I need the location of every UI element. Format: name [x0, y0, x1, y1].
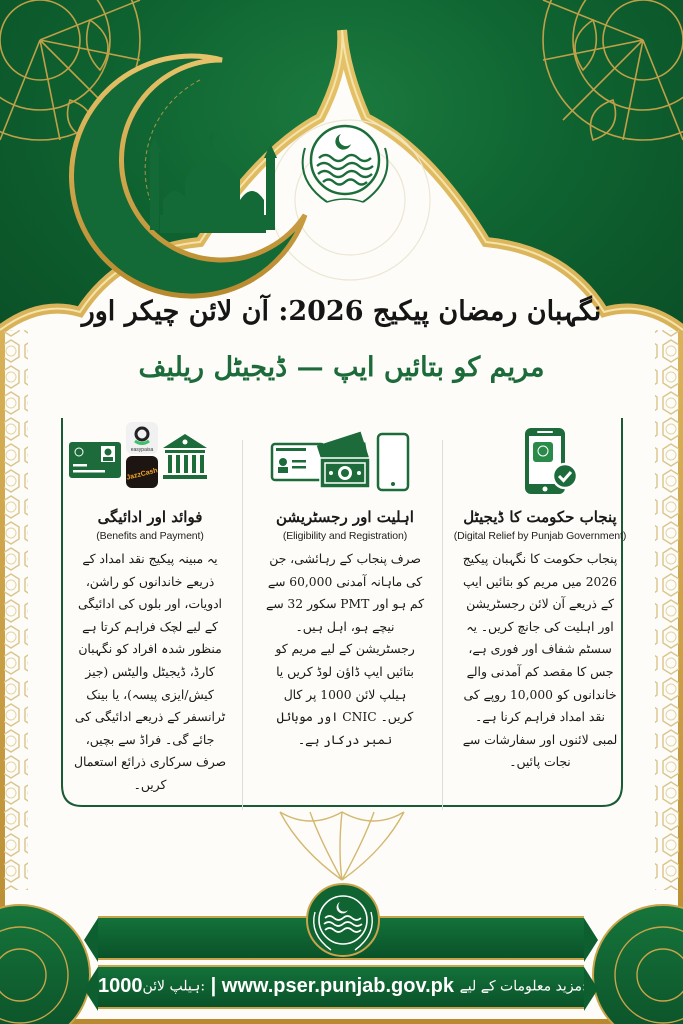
- website-link[interactable]: www.pser.punjab.gov.pk: [221, 975, 455, 998]
- helpline-label: ہیلپ لائن:: [142, 978, 206, 995]
- icon-row: [55, 420, 245, 502]
- phone-icon: [378, 434, 408, 490]
- column-benefits: [55, 420, 245, 797]
- column-heading-english: (Benefits and Payment): [96, 530, 204, 542]
- left-lattice-border: [4, 330, 28, 890]
- svg-text:JazzCash: JazzCash: [125, 467, 159, 482]
- more-info-label: مزید معلومات کے لیے:: [459, 978, 587, 995]
- column-body: پنجاب حکومت کا نگہبان پیکیج 2026 میں مریم کو بتائیں ایپ کے ذریعے آن لائن رجسٹریشن اور اہلیت کی جانچ کریں۔ یہ سسٹم شفاف اور فوری ہے، جس کا مقصد کم آمدنی والے خاندانوں کو 10,000 روپے کی نقد امداد فراہم کرنا ہے۔ لمبی لائنوں اور سفارشات سے نجات پائیں۔: [462, 552, 618, 770]
- column-heading-urdu: پنجاب حکومت کا ڈیجیٹل: [463, 508, 617, 526]
- column-eligibility: [250, 420, 440, 751]
- cash-icon: [317, 432, 370, 488]
- helpline-number[interactable]: 1000: [98, 975, 143, 998]
- icon-row: [250, 420, 440, 502]
- column-body: یہ مبینہ پیکیج نقد امداد کے ذریعے خاندانوں کو راشن، ادویات، اور بلوں کی ادائیگی کے لیے لچک فراہم کرتا ہے منظور شدہ افراد کو نگہبان کارڈ، ڈیجیٹل والیٹس (جیز کیش/ایزی پیسہ)، یا بینک ٹرانسفر کے ذریعے ادائیگی کی جائے گی۔ فراڈ سے بچیں، صرف سرکاری ذرائع استعمال کریں۔: [74, 552, 226, 792]
- top-right-mandala: [543, 0, 683, 140]
- smartphone-check-icon: [445, 420, 635, 502]
- icon-row: [445, 420, 635, 502]
- svg-text:easypaisa: easypaisa: [130, 447, 154, 453]
- easypaisa-icon: [126, 422, 158, 454]
- id-card-cash-phone-icon: [250, 420, 440, 502]
- footer-divider: |: [210, 975, 217, 998]
- page-title: نگہبان رمضان پیکیج 2026: آن لائن چیکر اور: [81, 296, 602, 327]
- footer-text: [98, 975, 587, 998]
- column-heading-english: (Digital Relief by Punjab Government): [453, 530, 627, 542]
- column-heading-urdu: اہلیت اور رجسٹریشن: [276, 508, 414, 526]
- bank-icon: [163, 434, 207, 479]
- id-card-icon: [272, 444, 324, 480]
- footer-info-band: [98, 965, 587, 1009]
- column-divider: [442, 440, 443, 810]
- card-wallet-bank-icon: [55, 420, 245, 502]
- column-body: صرف پنجاب کے رہائشی، جن کی ماہانہ آمدنی 60,000 سے کم ہو اور PMT سکور 32 سے نیچے ہو، اہل ہیں۔ رجسٹریشن کے لیے مریم کو بتائیں ایپ ڈاؤن لوڈ کریں یا ہیلپ لائن 1000 پر کال کریں۔ CNIC اور موبائل نمبر درکار ہے۔: [266, 552, 424, 747]
- column-digital-relief: [445, 420, 635, 774]
- column-heading-urdu: فوائد اور ادائیگی: [97, 508, 203, 526]
- right-lattice-border: [655, 330, 679, 890]
- footer-punjab-logo: [303, 880, 383, 960]
- nigehban-card-icon: [69, 442, 121, 478]
- page-subtitle: مریم کو بتائیں ایپ — ڈیجیٹل ریلیف: [138, 352, 545, 383]
- jazzcash-icon: [126, 456, 159, 488]
- column-heading-english: (Eligibility and Registration): [282, 530, 408, 542]
